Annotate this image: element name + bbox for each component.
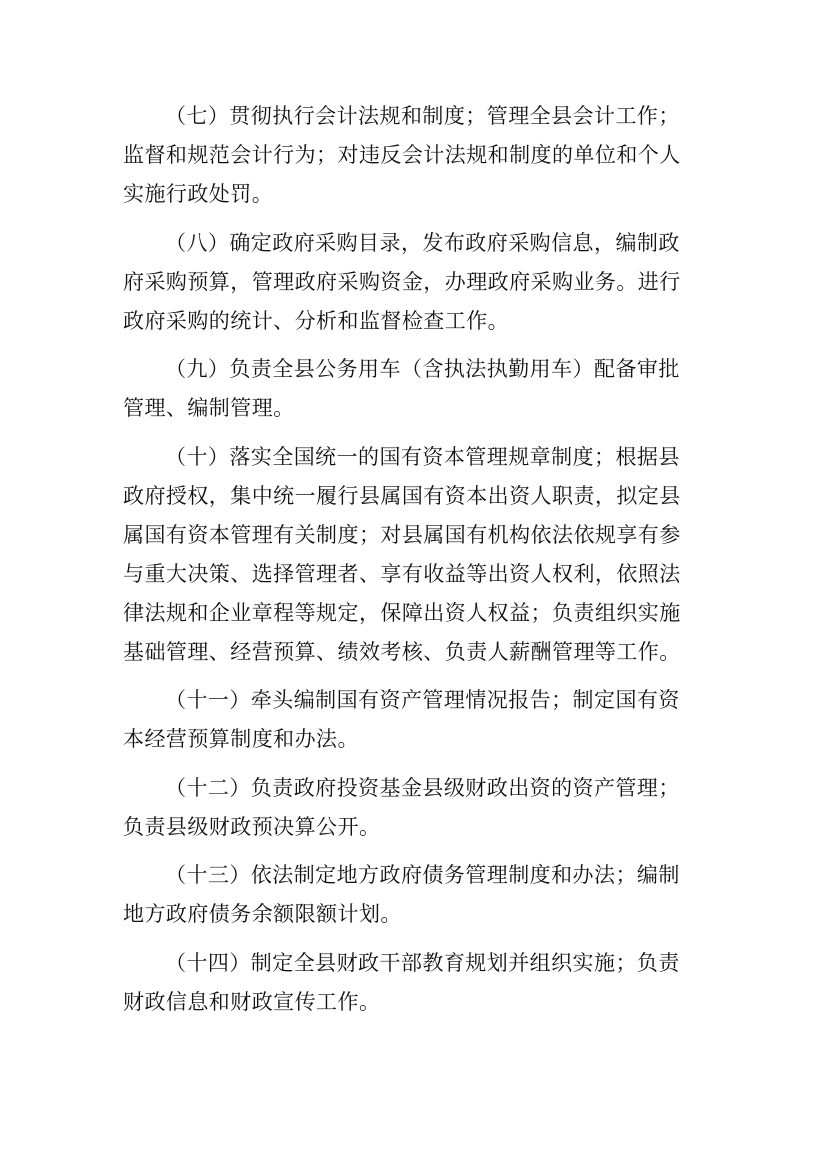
text-line: （七）贯彻执行会计法规和制度；管理全县会计工作；: [165, 104, 680, 128]
document-page: [123, 97, 703, 1031]
text-line: 政府授权，集中统一履行县属国有资本出资人职责，拟定县: [123, 483, 681, 508]
paragraph-item-8: [123, 224, 703, 341]
text-line: 基础管理、经营预算、绩效考核、负责人薪酬管理等工作。: [123, 639, 681, 664]
paragraph-item-10: [123, 438, 703, 672]
text-line: 与重大决策、选择管理者、享有收益等出资人权利，依照法: [123, 561, 681, 586]
text-line: 属国有资本管理有关制度；对县属国有机构依法依规享有参: [123, 522, 681, 547]
paragraph-item-7: [123, 97, 703, 214]
text-line: 负责县级财政预决算公开。: [123, 814, 381, 839]
text-line: 实施行政处罚。: [123, 182, 274, 206]
text-line: （十一）牵头编制国有资产管理情况报告；制定国有资: [165, 688, 680, 712]
paragraph-item-12: [123, 769, 703, 847]
text-line: 财政信息和财政宣传工作。: [123, 989, 381, 1014]
text-line: （八）确定政府采购目录，发布政府采购信息，编制政: [165, 230, 680, 255]
text-line: 监督和规范会计行为；对违反会计法规和制度的单位和个人: [123, 143, 681, 167]
paragraph-item-13: [123, 856, 703, 934]
text-line: 府采购预算，管理政府采购资金，办理政府采购业务。进行: [123, 269, 681, 294]
text-line: 律法规和企业章程等规定，保障出资人权益；负责组织实施: [123, 600, 681, 625]
text-line: （十四）制定全县财政干部教育规划并组织实施；负责: [165, 950, 680, 975]
text-line: 政府采购的统计、分析和监督检查工作。: [123, 308, 510, 333]
text-line: 地方政府债务余额限额计划。: [123, 902, 402, 926]
text-line: （十）落实全国统一的国有资本管理规章制度；根据县: [165, 444, 680, 469]
paragraph-item-14: [123, 944, 703, 1022]
text-line: （十三）依法制定地方政府债务管理制度和办法；编制: [165, 863, 680, 887]
paragraph-item-11: [123, 681, 703, 759]
text-line: 本经营预算制度和办法。: [123, 727, 359, 751]
text-line: （十二）负责政府投资基金县级财政出资的资产管理；: [165, 775, 680, 800]
text-line: 管理、编制管理。: [123, 396, 295, 420]
text-line: （九）负责全县公务用车（含执法执勤用车）配备审批: [165, 357, 680, 381]
paragraph-item-9: [123, 350, 703, 428]
